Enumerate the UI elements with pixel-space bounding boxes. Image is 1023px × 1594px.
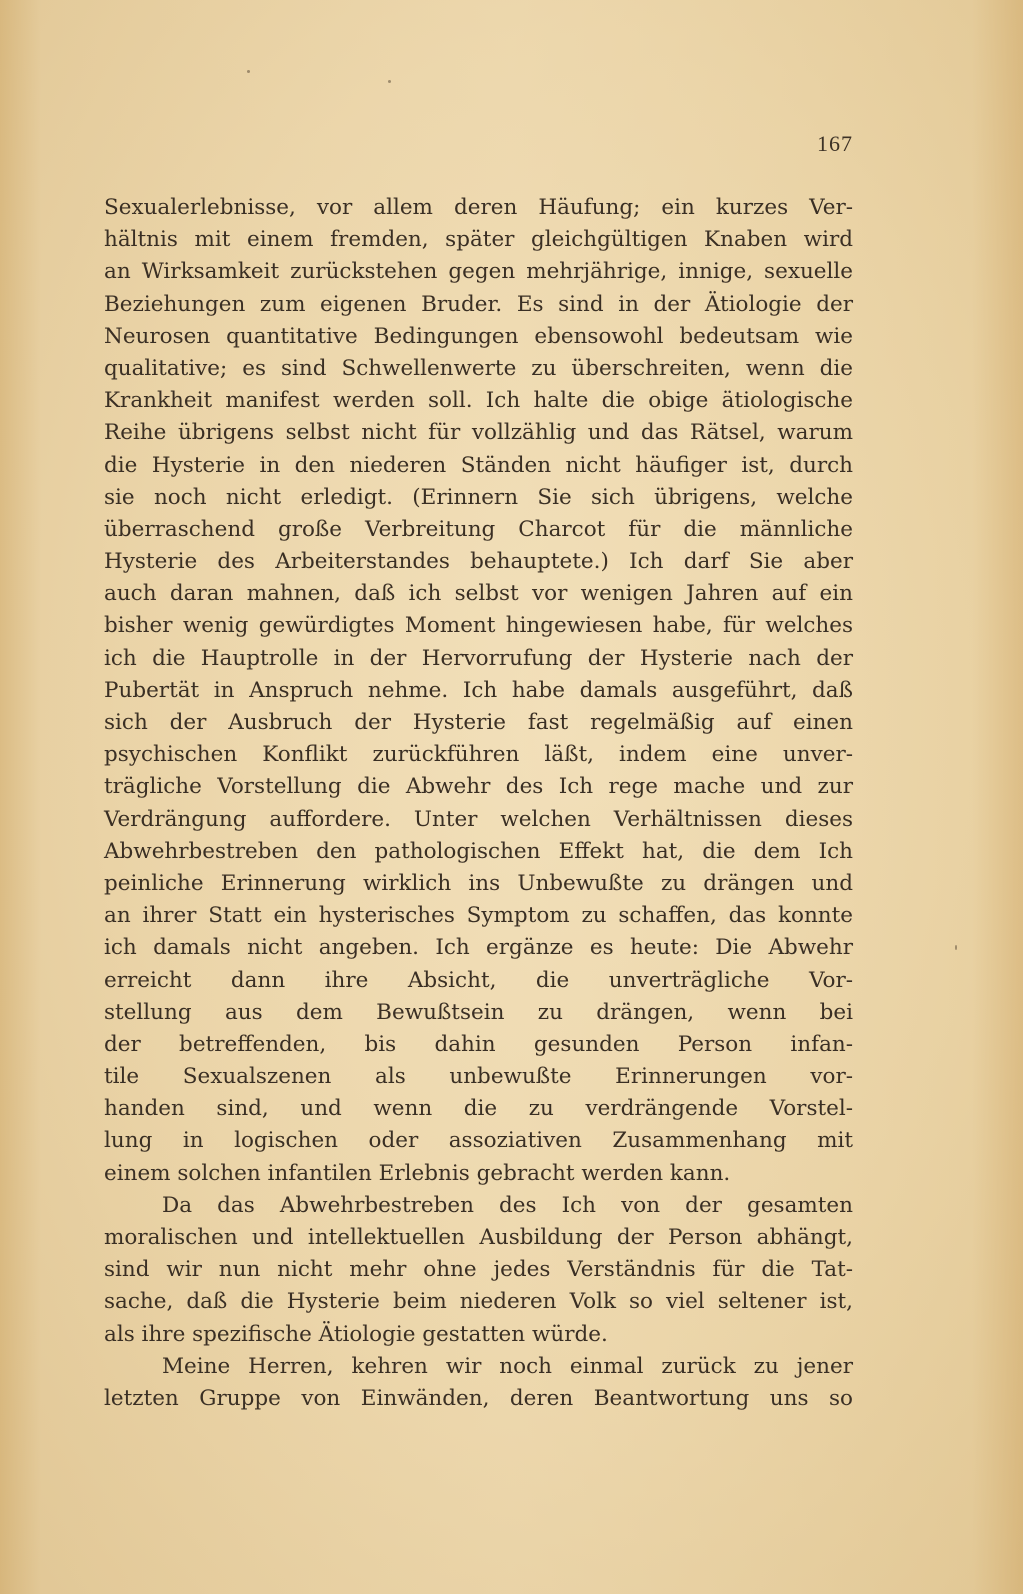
text-line: lung in logischen oder assoziativen Zusammenhang mit [104,1128,853,1154]
text-line: der betreffenden, bis dahin gesunden Person infan- [104,1031,853,1057]
text-line: Da das Abwehrbestreben des Ich von der gesamten [162,1192,853,1218]
text-line: einem solchen infantilen Erlebnis gebracht werden kann. [104,1160,731,1186]
text-line: peinliche Erinnerung wirklich ins Unbewußte zu drängen und [104,870,853,896]
paper-speck [388,80,391,83]
text-line: überraschend große Verbreitung Charcot für die männliche [104,516,853,542]
text-line: erreicht dann ihre Absicht, die unverträgliche Vor- [104,967,853,993]
text-line: Reihe übrigens selbst nicht für vollzählig und das Rätsel, warum [104,420,853,446]
text-line: Verdrängung auffordere. Unter welchen Verhältnissen dieses [104,806,853,832]
text-line: an Wirksamkeit zurückstehen gegen mehrjährige, innige, sexuelle [104,259,853,285]
body-text [104,192,853,1415]
text-line: letzten Gruppe von Einwänden, deren Beantwortung uns so [104,1385,853,1411]
text-line: tile Sexualszenen als unbewußte Erinnerungen vor- [104,1064,853,1090]
text-line: handen sind, und wenn die zu verdrängende Vorstel- [104,1096,853,1122]
text-line: sache, daß die Hysterie beim niederen Volk so viel seltener ist, [104,1289,853,1315]
text-line: die Hysterie in den niederen Ständen nicht häufiger ist, durch [104,452,853,478]
text-line: Hysterie des Arbeiterstandes behauptete.) Ich darf Sie aber [104,549,853,575]
text-line: Neurosen quantitative Bedingungen ebensowohl bedeutsam wie [104,323,853,349]
text-line: psychischen Konflikt zurückführen läßt, indem eine unver- [104,742,853,768]
text-line: Beziehungen zum eigenen Bruder. Es sind in der Ätiologie der [104,291,853,317]
text-line: an ihrer Statt ein hysterisches Symptom zu schaffen, das konnte [104,903,853,929]
text-line: hältnis mit einem fremden, später gleichgültigen Knaben wird [104,227,853,253]
text-line: als ihre spezifische Ätiologie gestatten würde. [104,1321,608,1347]
text-line: Meine Herren, kehren wir noch einmal zurück zu jener [162,1353,853,1379]
text-line: Pubertät in Anspruch nehme. Ich habe damals ausgeführt, daß [104,677,853,703]
text-line: sie noch nicht erledigt. (Erinnern Sie sich übrigens, welche [104,484,853,510]
text-line: auch daran mahnen, daß ich selbst vor wenigen Jahren auf ein [104,581,853,607]
text-line: Krankheit manifest werden soll. Ich halte die obige ätiologische [104,388,853,414]
text-line: trägliche Vorstellung die Abwehr des Ich rege mache und zur [104,774,853,800]
text-line: Abwehrbestreben den pathologischen Effekt hat, die dem Ich [104,838,853,864]
text-line: bisher wenig gewürdigtes Moment hingewiesen habe, für welches [104,613,853,639]
text-line: sich der Ausbruch der Hysterie fast regelmäßig auf einen [104,710,853,735]
text-line: qualitative; es sind Schwellenwerte zu überschreiten, wenn die [104,355,853,381]
page-number: 167 [817,131,853,156]
text-line: Sexualerlebnisse, vor allem deren Häufung; ein kurzes Ver- [104,195,853,220]
text-line: ich damals nicht angeben. Ich ergänze es heute: Die Abwehr [104,935,853,961]
paper-speck [247,70,250,73]
text-line: sind wir nun nicht mehr ohne jedes Verständnis für die Tat- [104,1257,853,1283]
paper-speck [955,945,957,950]
text-line: moralischen und intellektuellen Ausbildung der Person abhängt, [104,1225,853,1250]
text-line: stellung aus dem Bewußtsein zu drängen, wenn bei [104,999,853,1025]
text-line: ich die Hauptrolle in der Hervorrufung der Hysterie nach der [104,645,853,671]
